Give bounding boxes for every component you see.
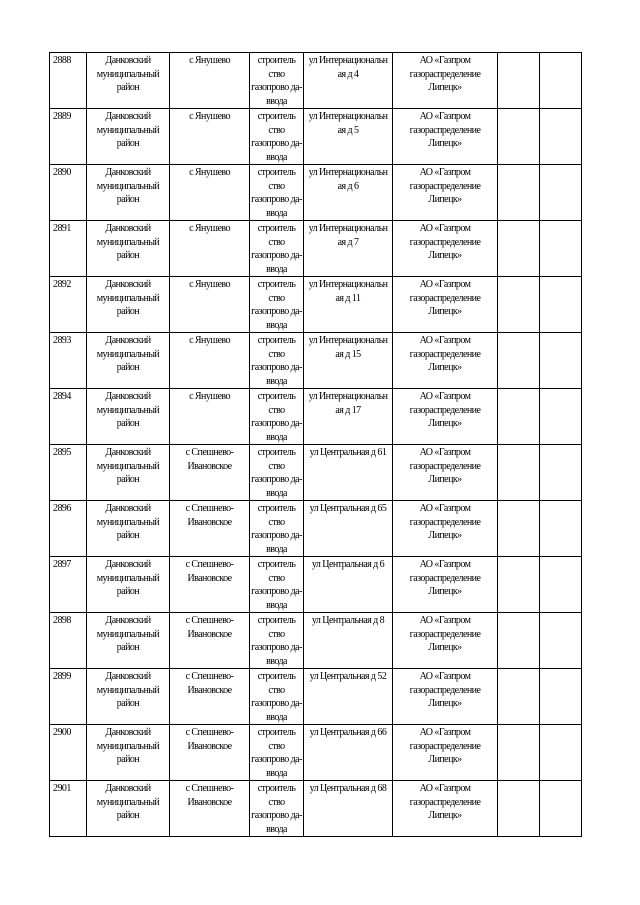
empty-cell bbox=[540, 389, 582, 445]
settlement-cell: с Спешнево-Ивановское bbox=[170, 557, 250, 613]
district-cell: Данковский муниципальный район bbox=[87, 725, 170, 781]
empty-cell bbox=[498, 557, 540, 613]
row-number-cell: 2895 bbox=[50, 445, 87, 501]
empty-cell bbox=[540, 669, 582, 725]
address-cell: ул Интернациональн ая д 11 bbox=[304, 277, 393, 333]
settlement-cell: с Янушево bbox=[170, 389, 250, 445]
activity-cell: строитель ство газопрово да-ввода bbox=[250, 53, 304, 109]
row-number-cell: 2899 bbox=[50, 669, 87, 725]
activity-cell: строитель ство газопрово да-ввода bbox=[250, 501, 304, 557]
settlement-cell: с Спешнево-Ивановское bbox=[170, 501, 250, 557]
settlement-cell: с Спешнево-Ивановское bbox=[170, 445, 250, 501]
empty-cell bbox=[498, 669, 540, 725]
table-row bbox=[50, 669, 582, 725]
table-row bbox=[50, 613, 582, 669]
organization-cell: АО «Газпром газораспределение Липецк» bbox=[393, 389, 498, 445]
empty-cell bbox=[540, 221, 582, 277]
settlement-cell: с Янушево bbox=[170, 165, 250, 221]
empty-cell bbox=[540, 333, 582, 389]
district-cell: Данковский муниципальный район bbox=[87, 389, 170, 445]
row-number-cell: 2890 bbox=[50, 165, 87, 221]
empty-cell bbox=[498, 165, 540, 221]
district-cell: Данковский муниципальный район bbox=[87, 557, 170, 613]
address-cell: ул Центральная д 8 bbox=[304, 613, 393, 669]
activity-cell: строитель ство газопрово да-ввода bbox=[250, 613, 304, 669]
row-number-cell: 2901 bbox=[50, 781, 87, 837]
district-cell: Данковский муниципальный район bbox=[87, 221, 170, 277]
table-row bbox=[50, 277, 582, 333]
table-row bbox=[50, 333, 582, 389]
settlement-cell: с Янушево bbox=[170, 53, 250, 109]
table-row bbox=[50, 781, 582, 837]
activity-cell: строитель ство газопрово да-ввода bbox=[250, 669, 304, 725]
row-number-cell: 2900 bbox=[50, 725, 87, 781]
activity-cell: строитель ство газопрово да-ввода bbox=[250, 221, 304, 277]
address-cell: ул Центральная д 66 bbox=[304, 725, 393, 781]
address-cell: ул Интернациональн ая д 4 bbox=[304, 53, 393, 109]
settlement-cell: с Спешнево-Ивановское bbox=[170, 613, 250, 669]
empty-cell bbox=[498, 53, 540, 109]
empty-cell bbox=[498, 333, 540, 389]
table-row bbox=[50, 725, 582, 781]
address-cell: ул Центральная д 68 bbox=[304, 781, 393, 837]
district-cell: Данковский муниципальный район bbox=[87, 501, 170, 557]
empty-cell bbox=[498, 613, 540, 669]
organization-cell: АО «Газпром газораспределение Липецк» bbox=[393, 165, 498, 221]
district-cell: Данковский муниципальный район bbox=[87, 165, 170, 221]
organization-cell: АО «Газпром газораспределение Липецк» bbox=[393, 781, 498, 837]
district-cell: Данковский муниципальный район bbox=[87, 277, 170, 333]
table-row bbox=[50, 501, 582, 557]
empty-cell bbox=[498, 445, 540, 501]
organization-cell: АО «Газпром газораспределение Липецк» bbox=[393, 109, 498, 165]
district-cell: Данковский муниципальный район bbox=[87, 613, 170, 669]
address-cell: ул Интернациональн ая д 6 bbox=[304, 165, 393, 221]
row-number-cell: 2892 bbox=[50, 277, 87, 333]
row-number-cell: 2893 bbox=[50, 333, 87, 389]
empty-cell bbox=[540, 557, 582, 613]
district-cell: Данковский муниципальный район bbox=[87, 781, 170, 837]
settlement-cell: с Спешнево-Ивановское bbox=[170, 669, 250, 725]
district-cell: Данковский муниципальный район bbox=[87, 109, 170, 165]
settlement-cell: с Спешнево-Ивановское bbox=[170, 781, 250, 837]
empty-cell bbox=[540, 445, 582, 501]
row-number-cell: 2897 bbox=[50, 557, 87, 613]
settlement-cell: с Янушево bbox=[170, 333, 250, 389]
empty-cell bbox=[540, 109, 582, 165]
empty-cell bbox=[540, 53, 582, 109]
organization-cell: АО «Газпром газораспределение Липецк» bbox=[393, 725, 498, 781]
row-number-cell: 2896 bbox=[50, 501, 87, 557]
address-cell: ул Интернациональн ая д 7 bbox=[304, 221, 393, 277]
district-cell: Данковский муниципальный район bbox=[87, 333, 170, 389]
table-row bbox=[50, 53, 582, 109]
row-number-cell: 2888 bbox=[50, 53, 87, 109]
organization-cell: АО «Газпром газораспределение Липецк» bbox=[393, 501, 498, 557]
activity-cell: строитель ство газопрово да-ввода bbox=[250, 389, 304, 445]
address-cell: ул Интернациональн ая д 15 bbox=[304, 333, 393, 389]
district-cell: Данковский муниципальный район bbox=[87, 445, 170, 501]
district-cell: Данковский муниципальный район bbox=[87, 669, 170, 725]
settlement-cell: с Янушево bbox=[170, 277, 250, 333]
organization-cell: АО «Газпром газораспределение Липецк» bbox=[393, 53, 498, 109]
table-row bbox=[50, 165, 582, 221]
activity-cell: строитель ство газопрово да-ввода bbox=[250, 445, 304, 501]
settlement-cell: с Спешнево-Ивановское bbox=[170, 725, 250, 781]
organization-cell: АО «Газпром газораспределение Липецк» bbox=[393, 333, 498, 389]
empty-cell bbox=[498, 781, 540, 837]
settlement-cell: с Янушево bbox=[170, 109, 250, 165]
address-cell: ул Центральная д 65 bbox=[304, 501, 393, 557]
table-row bbox=[50, 109, 582, 165]
activity-cell: строитель ство газопрово да-ввода bbox=[250, 333, 304, 389]
empty-cell bbox=[540, 613, 582, 669]
activity-cell: строитель ство газопрово да-ввода bbox=[250, 781, 304, 837]
organization-cell: АО «Газпром газораспределение Липецк» bbox=[393, 221, 498, 277]
empty-cell bbox=[498, 389, 540, 445]
table-row bbox=[50, 557, 582, 613]
organization-cell: АО «Газпром газораспределение Липецк» bbox=[393, 277, 498, 333]
activity-cell: строитель ство газопрово да-ввода bbox=[250, 165, 304, 221]
organization-cell: АО «Газпром газораспределение Липецк» bbox=[393, 445, 498, 501]
empty-cell bbox=[498, 277, 540, 333]
empty-cell bbox=[540, 725, 582, 781]
settlement-cell: с Янушево bbox=[170, 221, 250, 277]
organization-cell: АО «Газпром газораспределение Липецк» bbox=[393, 557, 498, 613]
row-number-cell: 2891 bbox=[50, 221, 87, 277]
table-row bbox=[50, 389, 582, 445]
table-body bbox=[50, 53, 582, 837]
empty-cell bbox=[540, 277, 582, 333]
empty-cell bbox=[498, 109, 540, 165]
activity-cell: строитель ство газопрово да-ввода bbox=[250, 725, 304, 781]
activity-cell: строитель ство газопрово да-ввода bbox=[250, 277, 304, 333]
address-cell: ул Интернациональн ая д 17 bbox=[304, 389, 393, 445]
activity-cell: строитель ство газопрово да-ввода bbox=[250, 109, 304, 165]
district-cell: Данковский муниципальный район bbox=[87, 53, 170, 109]
table-row bbox=[50, 445, 582, 501]
empty-cell bbox=[540, 501, 582, 557]
address-cell: ул Интернациональн ая д 5 bbox=[304, 109, 393, 165]
empty-cell bbox=[540, 165, 582, 221]
empty-cell bbox=[498, 501, 540, 557]
empty-cell bbox=[498, 725, 540, 781]
empty-cell bbox=[498, 221, 540, 277]
table-row bbox=[50, 221, 582, 277]
address-cell: ул Центральная д 6 bbox=[304, 557, 393, 613]
address-cell: ул Центральная д 61 bbox=[304, 445, 393, 501]
row-number-cell: 2894 bbox=[50, 389, 87, 445]
activity-cell: строитель ство газопрово да-ввода bbox=[250, 557, 304, 613]
empty-cell bbox=[540, 781, 582, 837]
row-number-cell: 2898 bbox=[50, 613, 87, 669]
organization-cell: АО «Газпром газораспределение Липецк» bbox=[393, 613, 498, 669]
organization-cell: АО «Газпром газораспределение Липецк» bbox=[393, 669, 498, 725]
registry-table bbox=[49, 52, 582, 837]
address-cell: ул Центральная д 52 bbox=[304, 669, 393, 725]
row-number-cell: 2889 bbox=[50, 109, 87, 165]
